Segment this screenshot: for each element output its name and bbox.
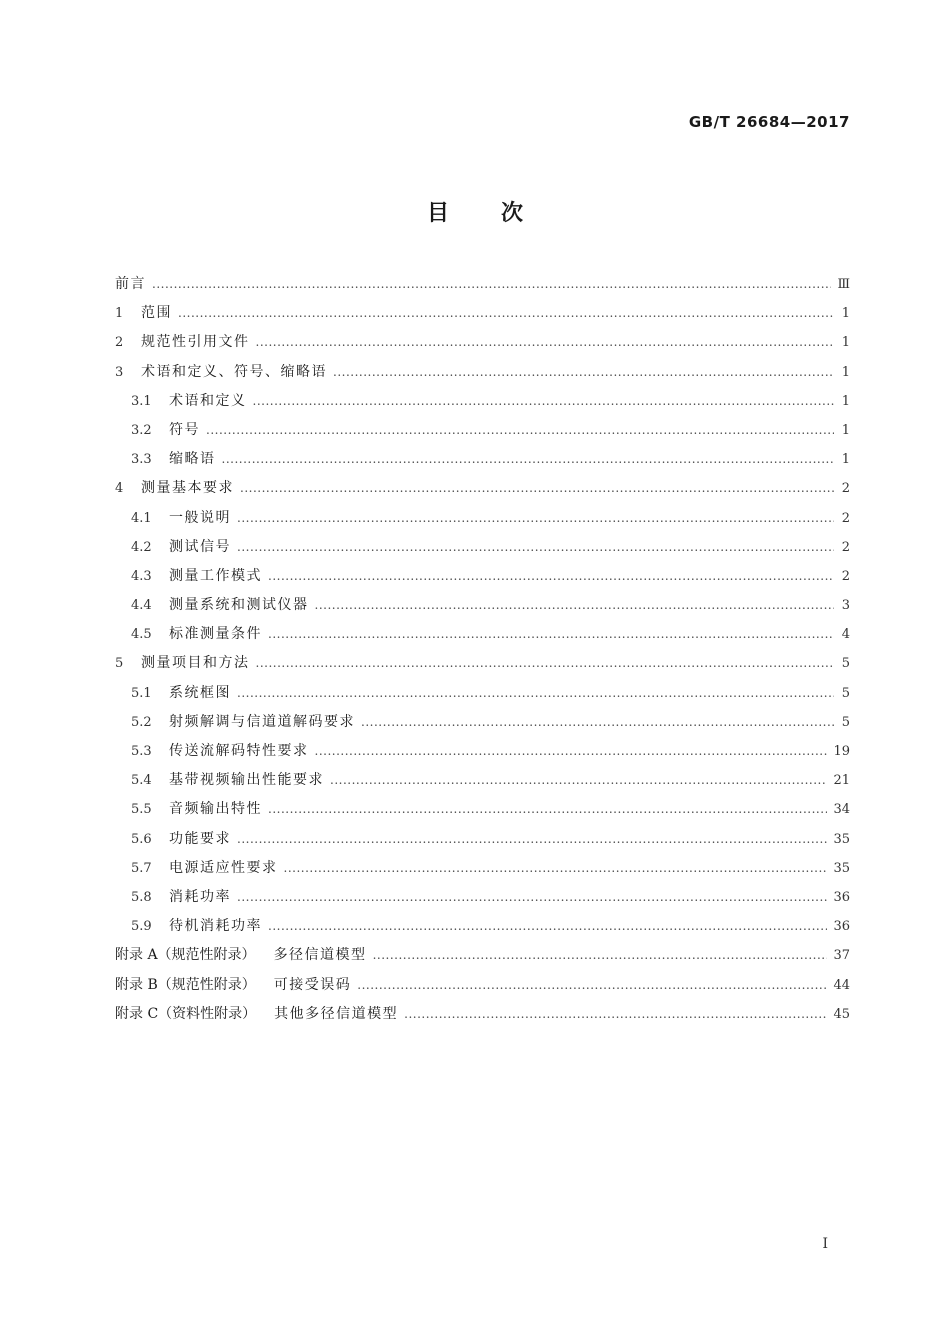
toc-entry-number: 5.1 [131,685,152,701]
toc-entry-page: 35 [833,831,850,847]
toc-entry[interactable] [115,883,850,912]
toc-leader-dots [404,1000,827,1029]
toc-entry-number: 4 [115,481,124,497]
toc-entry-page: 36 [833,889,850,905]
toc-leader-dots [357,971,827,1000]
toc-entry-page: 37 [833,948,850,964]
toc-appendix-label: 附录 B（规范性附录） [115,976,256,993]
toc-entry-title: 其他多径信道模型 [274,1005,399,1022]
toc-entry-title: 传送流解码特性要求 [169,743,309,759]
toc-leader-dots [268,562,834,591]
toc-entry-page: 2 [841,539,850,555]
toc-entry-page: 4 [841,627,850,643]
toc-entry-title: 测试信号 [169,538,231,555]
toc-entry-page: 1 [841,335,850,351]
toc-leader-dots [237,533,834,562]
toc-entry-title: 一般说明 [169,509,231,526]
toc-leader-dots [237,825,827,854]
toc-entry-page: 2 [841,568,850,584]
toc-entry[interactable] [115,299,850,328]
toc-entry-number: 5.3 [131,744,152,759]
toc-entry[interactable] [115,620,850,649]
toc-entry-title: 测量工作模式 [169,567,262,584]
toc-entry[interactable] [115,1000,850,1029]
toc-entry[interactable] [115,941,850,970]
toc-entry-number: 5.8 [131,889,152,905]
toc-leader-dots [361,708,834,737]
toc-appendix-label: 附录 A（规范性附录） [115,947,256,964]
toc-entry-page: 1 [841,452,850,468]
toc-entry-title: 测量系统和测试仪器 [169,597,309,614]
toc-entry[interactable] [115,649,850,678]
toc-entry-title: 术语和定义 [169,392,247,409]
toc-entry[interactable] [115,795,850,824]
toc-entry-number: 5.7 [131,860,152,876]
toc-entry-page: 2 [841,481,850,497]
toc-leader-dots [284,854,828,883]
toc-entry-page: 1 [841,364,850,380]
toc-entry-page: 5 [841,685,850,701]
toc-entry-title: 音频输出特性 [169,801,262,818]
toc-entry-page: 1 [841,306,850,322]
toc-heading: 目次 [426,201,575,226]
toc-entry-number: 4.2 [131,539,152,555]
toc-entry-number: 2 [115,335,124,351]
toc-entry[interactable] [115,854,850,883]
toc-entry-title: 系统框图 [169,684,231,701]
toc-entry-page: 2 [841,510,850,526]
page-number: Ⅰ [822,1236,828,1252]
toc-entry-title: 前言 [115,276,146,292]
toc-entry[interactable] [115,971,850,1000]
toc-entry-number: 4.3 [131,568,152,584]
toc-entry[interactable] [115,445,850,474]
toc-entry[interactable] [115,270,850,299]
toc-entry[interactable] [115,825,850,854]
toc-entry[interactable] [115,737,850,766]
toc-entry-title: 术语和定义、符号、缩略语 [141,363,327,380]
standard-number: GB/T 26684—2017 [688,113,850,131]
toc-entry-title: 可接受误码 [273,976,352,993]
toc-leader-dots [152,270,831,299]
toc-appendix-label: 附录 C（资料性附录） [115,1005,257,1022]
toc-entry-title: 功能要求 [169,830,231,847]
toc-leader-dots [315,591,835,620]
toc-entry-number: 4.5 [131,627,152,643]
toc-leader-dots [268,912,827,941]
toc-leader-dots [240,474,834,503]
toc-leader-dots [237,504,834,533]
toc-entry-title: 缩略语 [169,451,216,468]
toc-entry[interactable] [115,416,850,445]
toc-entry-number: 1 [115,306,124,322]
toc-entry-page: 45 [833,1006,850,1022]
toc-entry-number: 3 [115,364,124,380]
toc-leader-dots [333,358,834,387]
toc-entry-page: 35 [833,860,850,876]
toc-leader-dots [253,387,835,416]
toc-leader-dots [373,941,828,970]
toc-entry-page: 36 [833,919,850,935]
toc-entry-number: 5.9 [131,919,152,935]
toc-entry-title: 标准测量条件 [169,626,262,643]
toc-leader-dots [256,328,835,357]
toc-entry-number: 5 [115,656,124,672]
toc-entry-title: 待机消耗功率 [169,918,262,935]
toc-entry[interactable] [115,679,850,708]
toc-entry[interactable] [115,474,850,503]
toc-entry[interactable] [115,591,850,620]
toc-leader-dots [237,679,834,708]
toc-entry[interactable] [115,708,850,737]
toc-entry-page: 1 [841,393,850,409]
toc-leader-dots [178,299,834,328]
toc-entry[interactable] [115,562,850,591]
toc-entry[interactable] [115,533,850,562]
toc-entry[interactable] [115,504,850,533]
toc-entry[interactable] [115,766,850,795]
toc-entry-page: 1 [841,422,850,438]
toc-entry-number: 3.1 [131,393,152,409]
toc-entry-page: 5 [841,656,850,672]
toc-leader-dots [268,795,827,824]
toc-entry-title: 射频解调与信道道解码要求 [169,713,355,730]
toc-entry-title: 电源适应性要求 [169,859,278,876]
toc-entry-page: 5 [841,714,850,730]
toc-entry[interactable] [115,912,850,941]
toc-entry-page: 44 [833,977,850,993]
toc-leader-dots [256,649,835,678]
toc-entry-number: 5.4 [131,773,152,789]
toc-leader-dots [268,620,834,649]
toc-entry[interactable] [115,387,850,416]
toc-entry-number: 5.5 [131,802,152,818]
toc-entry-title: 消耗功率 [169,888,231,905]
toc-leader-dots [330,766,827,795]
toc-entry-page: 19 [833,744,850,759]
toc-leader-dots [315,737,828,766]
toc-entry[interactable] [115,358,850,387]
toc-entry-number: 4.4 [131,598,152,614]
toc-entry-number: 4.1 [131,510,152,526]
toc-leader-dots [222,445,835,474]
toc-entry-number: 5.6 [131,831,152,847]
toc-entry-title: 规范性引用文件 [141,334,250,351]
toc-entry-page: Ⅲ [837,277,850,292]
toc-entry-title: 测量基本要求 [141,480,234,497]
toc-leader-dots [206,416,834,445]
toc-entry-page: 34 [833,802,850,818]
toc-entry-number: 3.2 [131,422,152,438]
table-of-contents [115,270,850,1029]
toc-entry-number: 3.3 [131,452,152,468]
toc-entry-title: 范围 [141,305,172,322]
toc-entry[interactable] [115,328,850,357]
toc-entry-page: 21 [833,773,850,789]
toc-entry-title: 符号 [169,421,200,438]
toc-entry-title: 基带视频输出性能要求 [169,772,324,789]
toc-entry-page: 3 [841,598,850,614]
toc-leader-dots [237,883,827,912]
toc-entry-number: 5.2 [131,714,152,730]
toc-entry-title: 多径信道模型 [273,947,367,964]
toc-entry-title: 测量项目和方法 [141,655,250,672]
